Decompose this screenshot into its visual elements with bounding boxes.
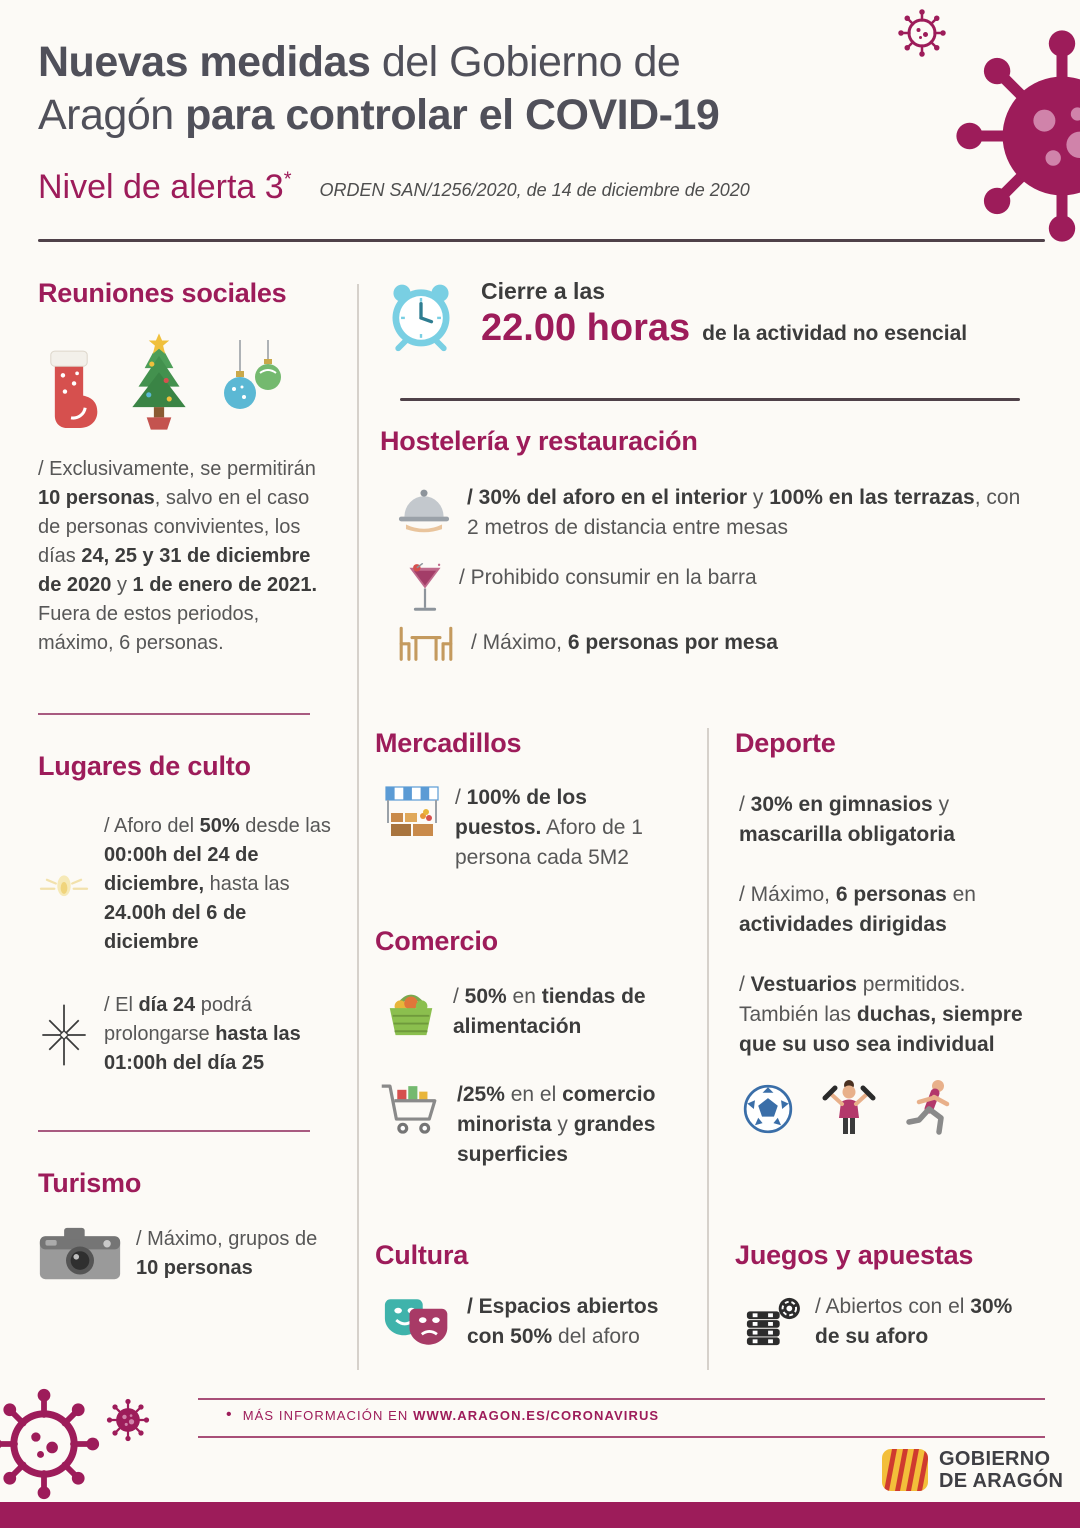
section-reuniones-sociales	[38, 278, 334, 658]
closure-banner	[383, 278, 967, 354]
grocery-basket-icon	[383, 982, 439, 1040]
closure-divider	[400, 398, 1020, 401]
left-column	[38, 278, 334, 1283]
shopping-cart-icon	[379, 1080, 443, 1138]
cultura-item	[383, 1292, 688, 1352]
section-lugares-de-culto	[38, 751, 334, 1078]
mercadillos-text: / 100% de los puestos. Aforo de 1 persona cada 5M2	[455, 786, 643, 869]
cultura-text: / Espacios abiertos con 50% del aforo	[467, 1295, 659, 1348]
hosteleria-barra-text: / Prohibido consumir en la barra	[459, 566, 757, 589]
main-vertical-divider	[357, 284, 359, 1370]
culto-aforo-text: / Aforo del 50% desde las 00:00h del 24 de diciembre, hasta las 24.00h del 6 de diciembre	[104, 815, 331, 953]
alert-level: Nivel de alerta 3*	[38, 168, 292, 206]
baubles-icon	[218, 339, 288, 431]
christmas-tree-icon	[118, 333, 200, 431]
comercio-item-alimentacion	[383, 982, 688, 1042]
section-title-deporte: Deporte	[735, 728, 836, 758]
mercadillos-item	[383, 783, 683, 873]
more-info	[226, 1406, 659, 1424]
header-divider	[38, 239, 1045, 242]
section-divider	[38, 713, 310, 715]
title-line-1: Nuevas medidas del Gobierno de	[38, 38, 681, 86]
stocking-icon	[38, 345, 100, 431]
coronavirus-icon	[0, 1386, 102, 1502]
juegos-item	[741, 1292, 1041, 1352]
title-line-2: Aragón para controlar el COVID-19	[38, 91, 720, 139]
closure-prefix: Cierre a las	[481, 278, 606, 304]
footer-divider-top	[198, 1398, 1045, 1400]
hosteleria-aforo-text: / 30% del aforo en el interior y 100% en las terrazas, con 2 metros de distancia entre mesas	[467, 486, 1021, 539]
closure-suffix: de la actividad no esencial	[702, 322, 968, 345]
sports-icons-row	[743, 1078, 1043, 1140]
culto-dia24-text: / El día 24 podrá prolongarse hasta las 01:00h del día 25	[104, 994, 301, 1074]
theater-masks-icon	[383, 1295, 453, 1349]
gobierno-aragon-logo	[882, 1448, 1063, 1492]
christmas-icons-row	[38, 329, 334, 431]
football-icon	[743, 1084, 793, 1134]
alert-row	[38, 168, 918, 207]
deporte-vestuarios-text: / Vestuarios permitidos. También las duchas, siempre que su uso sea individual	[739, 973, 1023, 1056]
poker-chips-icon	[741, 1295, 801, 1349]
hosteleria-mesa-text: / Máximo, 6 personas por mesa	[471, 631, 778, 654]
section-title-hosteleria: Hostelería y restauración	[380, 426, 698, 456]
section-title-comercio: Comercio	[375, 926, 498, 956]
closure-time: 22.00 horas	[481, 307, 691, 349]
section-title-juegos: Juegos y apuestas	[735, 1240, 974, 1270]
header	[38, 36, 918, 207]
section-title-cultura: Cultura	[375, 1240, 469, 1270]
more-info-text: MÁS INFORMACIÓN EN WWW.ARAGON.ES/CORONAVIRUS	[242, 1407, 660, 1423]
cocktail-icon	[405, 563, 445, 617]
coronavirus-icon	[106, 1398, 150, 1442]
turismo-text: / Máximo, grupos de 10 personas	[136, 1228, 318, 1279]
juegos-text: / Abiertos con el 30% de su aforo	[815, 1295, 1013, 1348]
serving-cloche-icon	[395, 483, 453, 533]
sub-vertical-divider	[707, 728, 709, 1370]
deporte-actividades-text: / Máximo, 6 personas en actividades dirigidas	[739, 883, 976, 936]
hosteleria-item-aforo	[395, 483, 1035, 543]
section-title-culto: Lugares de culto	[38, 751, 251, 781]
candle-glow-icon	[38, 862, 90, 908]
comercio-minorista-text: /25% en el comercio minorista y grandes superficies	[457, 1083, 656, 1166]
bullet-icon: •	[226, 1406, 233, 1423]
reuniones-text: / Exclusivamente, se permitirán 10 personas, salvo en el caso de personas convivientes, los días 24, 25 y 31 de diciembre de 2020 y 1 de enero de 2021. Fuera de estos periodos, máximo, 6 personas.	[38, 458, 318, 654]
coronavirus-icon	[952, 26, 1080, 246]
hosteleria-item-barra	[405, 563, 1025, 617]
alarm-clock-icon	[383, 278, 459, 354]
closure-text	[481, 278, 967, 350]
runner-icon	[905, 1078, 957, 1140]
deporte-gimnasios-text: / 30% en gimnasios y mascarilla obligatoria	[739, 793, 955, 846]
market-stall-icon	[383, 783, 441, 841]
section-title-mercadillos: Mercadillos	[375, 728, 522, 758]
section-title-turismo: Turismo	[38, 1168, 142, 1198]
aragon-shield-icon	[882, 1449, 928, 1491]
page-title	[38, 36, 918, 142]
weights-icon	[819, 1078, 879, 1140]
government-name	[939, 1448, 1063, 1492]
camera-icon	[38, 1225, 122, 1283]
section-title-reuniones: Reuniones sociales	[38, 278, 287, 308]
section-divider	[38, 1130, 310, 1132]
comercio-alimentacion-text: / 50% en tiendas de alimentación	[453, 985, 646, 1038]
section-turismo	[38, 1168, 334, 1283]
government-name-line1: GOBIERNO	[939, 1448, 1051, 1470]
bottom-bar	[0, 1502, 1080, 1528]
star-icon	[38, 1004, 90, 1066]
government-name-line2: DE ARAGÓN	[939, 1470, 1064, 1492]
table-chairs-icon	[395, 623, 457, 663]
order-reference: ORDEN SAN/1256/2020, de 14 de diciembre de 2020	[319, 180, 750, 200]
footer-divider-bottom	[198, 1436, 1045, 1438]
comercio-item-minorista	[379, 1080, 689, 1170]
hosteleria-item-mesa	[395, 623, 1015, 663]
alert-footnote-mark: *	[283, 168, 292, 191]
